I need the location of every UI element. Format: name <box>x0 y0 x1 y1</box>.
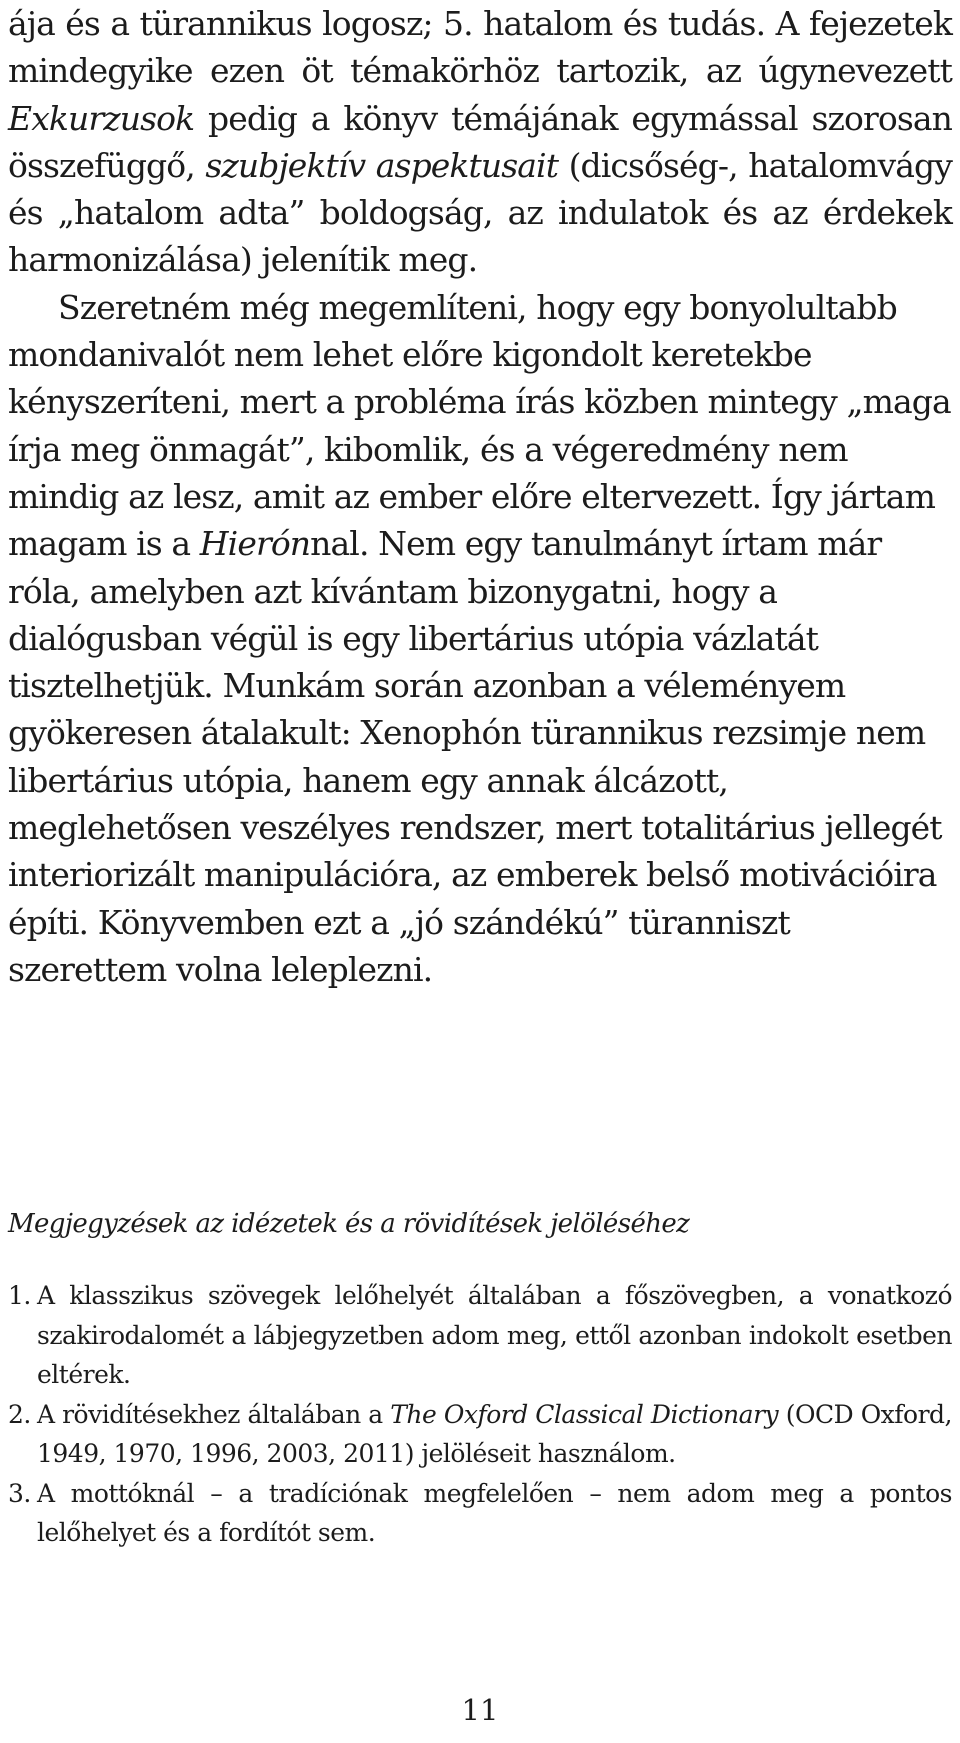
subjective-aspects-term: szubjektív aspektusait <box>205 145 559 185</box>
note-number: 2. <box>8 1399 31 1429</box>
paragraph-1-text-2: pedig a könyv témájának egymással szorosan összefüggő, <box>8 98 952 185</box>
note-item <box>8 1474 952 1553</box>
note-text-pre: A rövidítésekhez általában a <box>37 1399 391 1429</box>
notes-list <box>8 1276 952 1553</box>
dictionary-title: The Oxford Classical Dictionary <box>390 1399 779 1429</box>
note-number: 3. <box>8 1478 31 1508</box>
note-item <box>8 1395 952 1474</box>
page-number: 11 <box>461 1693 499 1727</box>
note-text-post: (OCD Oxford, 1949, 1970, 1996, 2003, 2011) jelöléseit használom. <box>37 1399 952 1468</box>
note-number: 1. <box>8 1281 31 1310</box>
note-text: A klasszikus szövegek lelőhelyét általában a főszövegben, a vonatkozó szakirodalomét a lábjegyzetben adom meg, ettől azonban indokolt esetben eltérek. <box>37 1281 952 1389</box>
note-text: A mottóknál – a tradíciónak megfelelően – nem adom meg a pontos lelőhelyet és a fordítót sem. <box>37 1478 952 1547</box>
paragraph-1-text-3: (dicsőség-, hatalomvágy és „hatalom adta” boldogság, az indulatok és az érdekek harmonizálása) jelenítik meg. <box>8 145 952 280</box>
paragraph-2-text-1: Szeretném még megemlíteni, hogy egy bonyolultabb mondanivalót nem lehet előre kigondolt keretekbe kényszeríteni, mert a probléma írás közben mintegy „maga írja meg önmagát”, kibomlik, és a végeredmény nem mindig az lesz, amit az ember előre eltervezett. Így jártam magam is a <box>8 287 951 564</box>
paragraph-1 <box>8 0 952 284</box>
paragraph-2 <box>8 284 952 993</box>
paragraph-1-text-1: ája és a türannikus logosz; 5. hatalom és tudás. A fejezetek mindegyike ezen öt témakörhöz tartozik, az úgynevezett <box>8 4 952 91</box>
notes-heading: Megjegyzések az idézetek és a rövidítések jelöléséhez <box>8 1209 690 1239</box>
hieron-title: Hierón <box>199 524 311 564</box>
main-text <box>8 0 952 993</box>
exkurzusok-term: Exkurzusok <box>8 98 195 138</box>
note-item <box>8 1276 952 1395</box>
notes-section <box>8 1207 952 1553</box>
paragraph-2-text-2: nal. Nem egy tanulmányt írtam már róla, amelyben azt kívántam bizonygatni, hogy a dialógusban végül is egy libertárius utópia vázlatát tisztelhetjük. Munkám során azonban a véleményem gyökeresen átalakult: Xenophón türannikus rezsimje nem libertárius utópia, hanem egy annak álcázott, meglehetősen veszélyes rendszer, mert totalitárius jellegét interiorizált manipulációra, az emberek belső motivációira építi. Könyvemben ezt a „jó szándékú” türanniszt szerettem volna leleplezni. <box>8 524 942 989</box>
note-text <box>37 1400 952 1469</box>
book-page <box>8 0 952 1743</box>
